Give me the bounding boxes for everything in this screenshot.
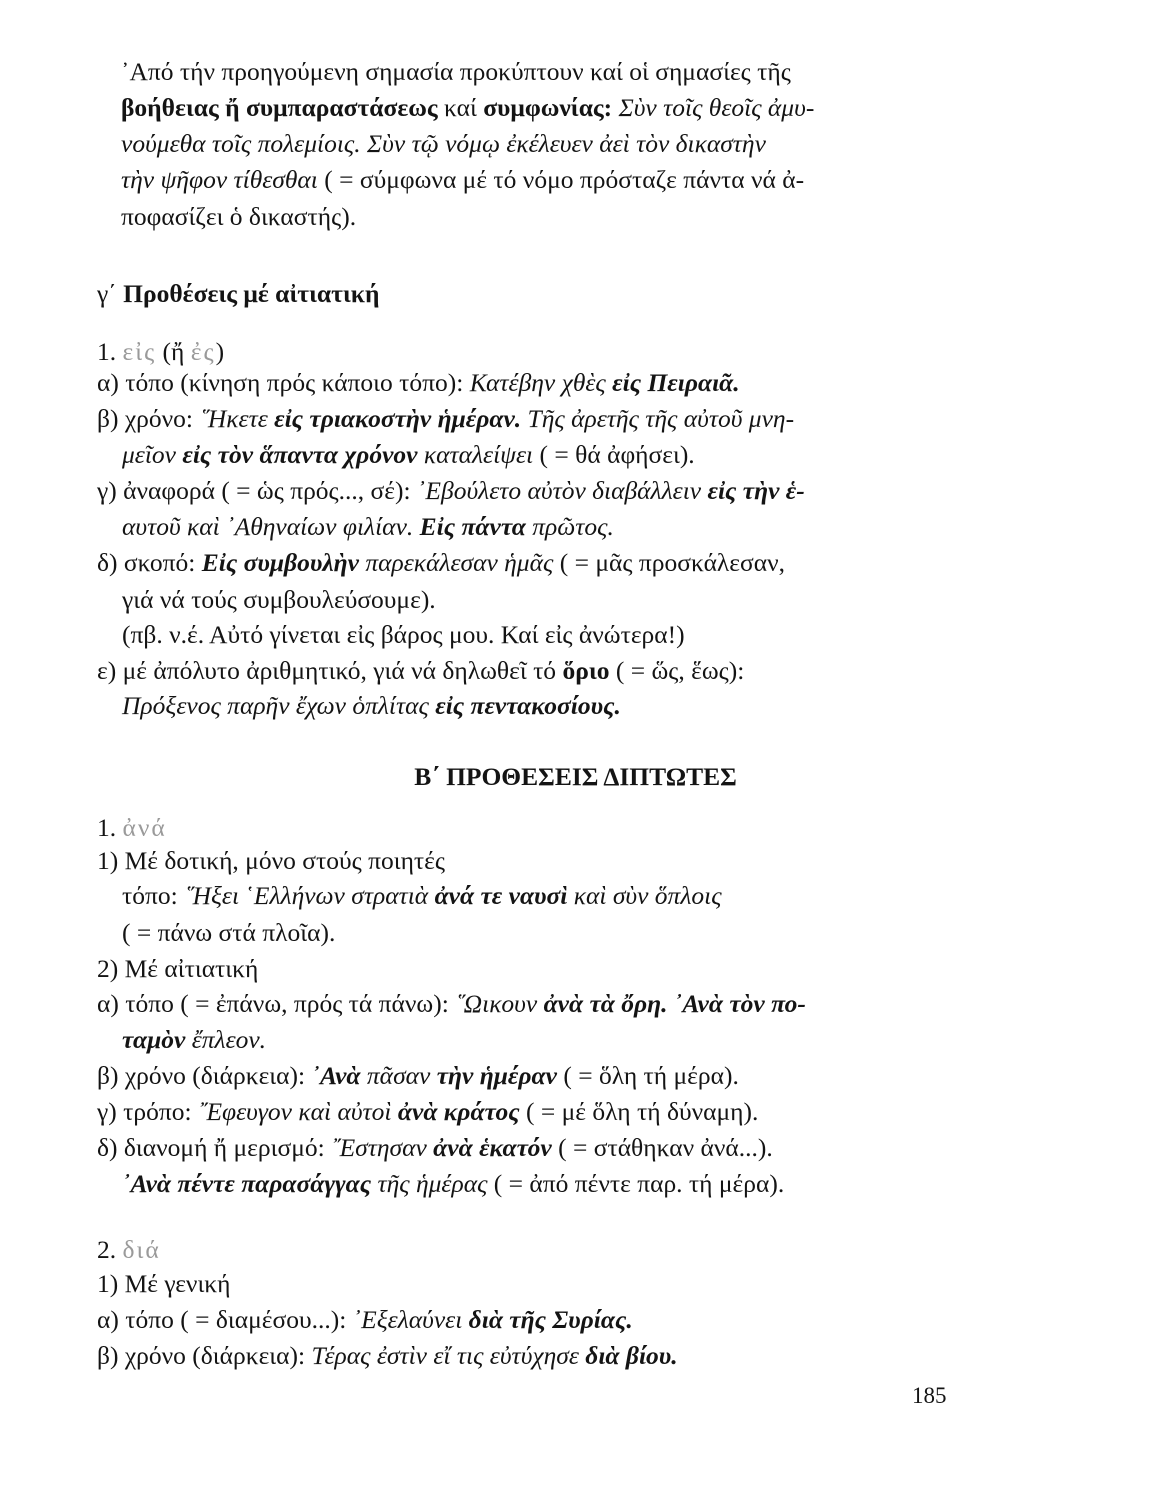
intro-line-3: νούμεθα τοῖς πολεμίοις. Σὺν τῷ νόμῳ ἐκέλευεν ἀεὶ τὸν δικαστὴν [121,129,766,158]
section-heading-b: Β΄ ΠΡΟΘΕΣΕΙΣ ΔΙΠΤΩΤΕΣ [414,762,737,791]
entry-dia-header: 2. διά [97,1235,161,1264]
page-number: 185 [912,1383,947,1408]
eis-item-d-line-1: δ) σκοπό: Εἰς συμβουλὴν παρεκάλεσαν ἡμᾶς ( = μᾶς προσκάλεσαν, [97,548,786,577]
dia-item-a: α) τόπο ( = διαμέσου...): ᾿Εξελαύνει διὰ τῆς Συρίας. [97,1305,633,1334]
eis-item-g-line-1: γ) ἀναφορά ( = ὡς πρός..., σέ): ᾿Εβούλετο αὐτὸν διαβάλλειν εἰς τὴν ἑ- [97,476,805,505]
dia-subhead-1: 1) Μέ γενική [97,1269,231,1298]
eis-item-d-line-2: γιά νά τούς συμβουλεύσουμε). [122,585,436,614]
ana-subhead-2: 2) Μέ αἰτιατική [97,954,259,983]
ana-item-b: β) χρόνο (διάρκεια): ᾿Ανὰ πᾶσαν τὴν ἡμέραν ( = ὅλη τή μέρα). [97,1061,739,1090]
intro-line-5: ποφασίζει ὁ δικαστής). [121,202,357,231]
ana-item-g: γ) τρόπο: ῎Εφευγον καὶ αὐτοὶ ἀνὰ κράτος ( = μέ ὅλη τή δύναμη). [97,1097,759,1126]
intro-line-2: βοήθειας ἤ συμπαραστάσεως καί συμφωνίας: Σὺν τοῖς θεοῖς ἀμυ- [121,93,815,122]
intro-line-1: ᾿Από τήν προηγούμενη σημασία προκύπτουν καί οἱ σημασίες τῆς [121,57,791,86]
ana-item-a-line-2: ταμὸν ἔπλεον. [122,1025,267,1054]
eis-item-a: α) τόπο (κίνηση πρός κάποιο τόπο): Κατέβην χθὲς εἰς Πειραιᾶ. [97,368,740,397]
entry-ana-header: 1. ἀνά [97,813,167,842]
eis-item-e-line-1: ε) μέ ἀπόλυτο ἀριθμητικό, γιά νά δηλωθεῖ τό ὅριο ( = ὥς, ἕως): [97,656,745,685]
section-heading-g: γ΄ Προθέσεις μέ αἰτιατική [97,279,380,308]
entry-eis-header: 1. εἰς (ἤ ἐς) [97,337,225,366]
ana-topos-line-1: τόπο: ῞Ηξει ῾Ελλήνων στρατιὰ ἀνά τε ναυσὶ καὶ σὺν ὅπλοις [122,881,722,910]
ana-subhead-1: 1) Μέ δοτική, μόνο στούς ποιητές [97,846,445,875]
ana-item-a-line-1: α) τόπο ( = ἐπάνω, πρός τά πάνω): ῞Ωικουν ἀνὰ τὰ ὄρη. ᾿Ανὰ τὸν πο- [97,989,806,1018]
ana-topos-line-2: ( = πάνω στά πλοῖα). [122,918,336,947]
ana-item-d-line-2: ᾿Ανὰ πέντε παρασάγγας τῆς ἡμέρας ( = ἀπό πέντε παρ. τή μέρα). [122,1169,785,1198]
eis-item-b-line-2: μεῖον εἰς τὸν ἅπαντα χρόνον καταλείψει ( = θά ἀφήσει). [122,440,695,469]
eis-item-e-line-2: Πρόξενος παρῆν ἔχων ὁπλίτας εἰς πεντακοσίους. [122,691,621,720]
eis-item-g-line-2: αυτοῦ καὶ ᾿Αθηναίων φιλίαν. Εἰς πάντα πρῶτος. [122,512,614,541]
dia-item-b: β) χρόνο (διάρκεια): Τέρας ἐστὶν εἴ τις εὐτύχησε διὰ βίου. [97,1341,678,1370]
ana-item-d-line-1: δ) διανομή ἤ μερισμό: ῎Εστησαν ἀνὰ ἑκατόν ( = στάθηκαν ἀνά...). [97,1133,773,1162]
intro-line-4: τὴν ψῆφον τίθεσθαι ( = σύμφωνα μέ τό νόμο πρόσταζε πάντα νά ἀ- [121,165,805,194]
eis-item-b-line-1: β) χρόνο: ῞Ηκετε εἰς τριακοστὴν ἡμέραν. Τῆς ἀρετῆς τῆς αὐτοῦ μνη- [97,404,795,433]
eis-item-d-line-3: (πβ. ν.έ. Αὐτό γίνεται εἰς βάρος μου. Καί εἰς ἀνώτερα!) [122,620,685,649]
